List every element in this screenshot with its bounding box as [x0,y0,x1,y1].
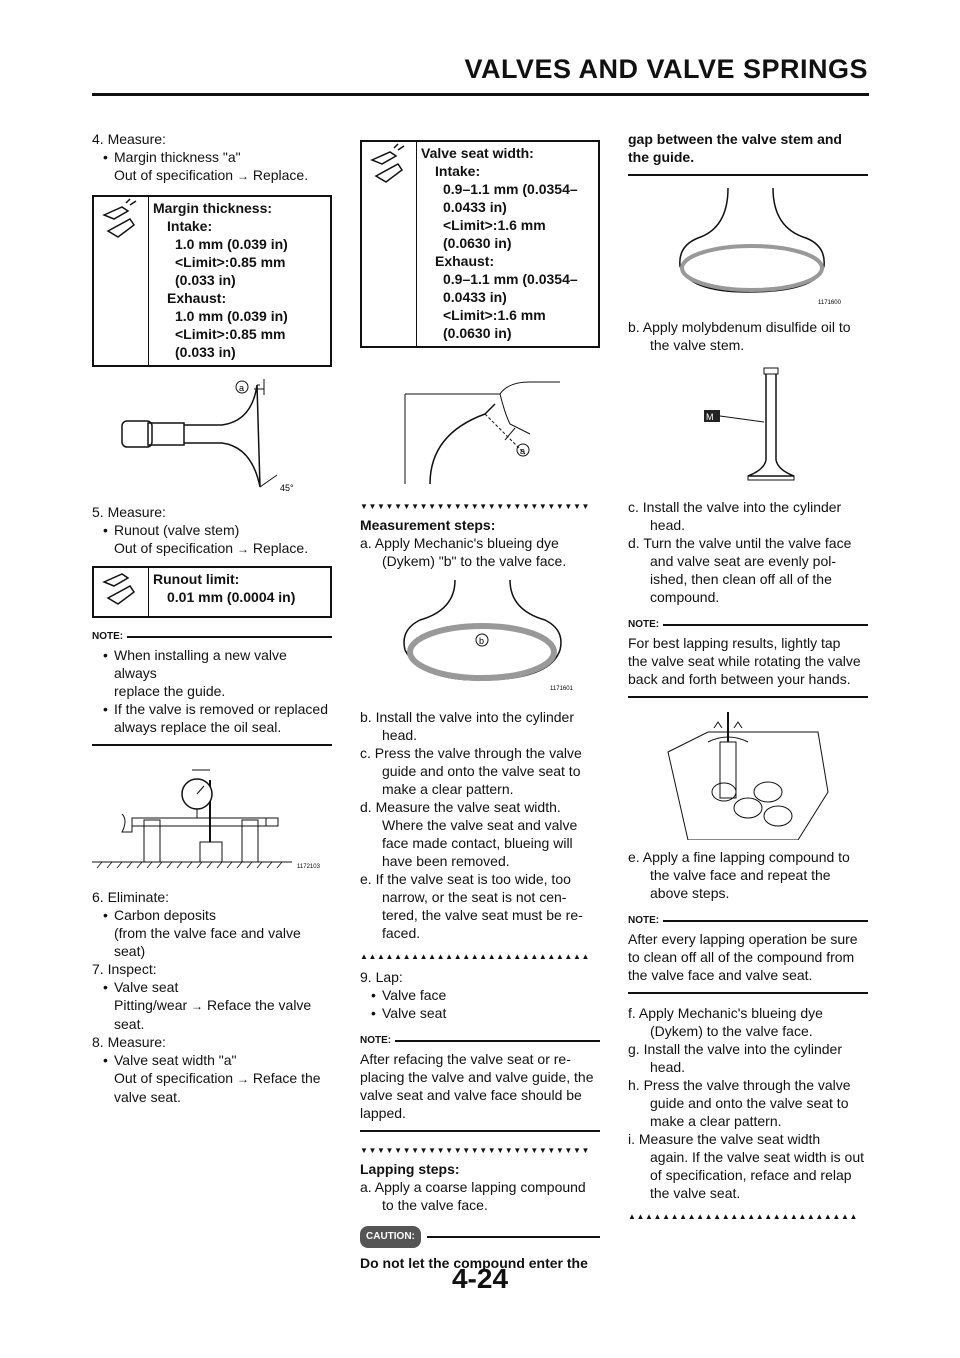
steps-start-marker: ▼▼▼▼▼▼▼▼▼▼▼▼▼▼▼▼▼▼▼▼▼▼▼▼▼▼▼ [360,1146,590,1155]
spec-text [417,142,584,346]
note-header [628,912,868,930]
note-rule [395,1040,600,1042]
note-text: replace the guide. [114,683,226,699]
spec-title: Valve seat width: [421,145,534,161]
step-text: d. Measure the valve seat width. [360,799,561,815]
spec-title: Margin thickness: [153,200,273,216]
fig-label-b: b [479,636,485,646]
step-text: guide and onto the valve seat to [650,1095,849,1111]
step-text: make a clear pattern. [650,1113,782,1129]
step-7-bullet: • Valve seat [92,978,332,996]
note-text: After refacing the valve seat or re- [360,1051,571,1067]
note-rule [663,624,868,626]
step-text: to the valve face. [382,1197,488,1213]
figure-code: 1171601 [550,686,573,692]
spec-exhaust-value: 1.0 mm (0.039 in) [175,308,288,324]
note-bullet-1 [92,646,332,700]
steps-end-marker: ▲▲▲▲▲▲▲▲▲▲▲▲▲▲▲▲▲▲▲▲▲▲▲▲▲▲▲ [360,952,590,961]
spec-text [149,197,294,365]
spec-exhaust-limit: <Limit>:0.85 mm [175,326,286,342]
replace-text: Replace. [252,167,309,183]
step-4-out [92,166,332,185]
lap-step-a [360,1178,600,1214]
valve-margin-figure [92,375,332,495]
spec-exhaust-label: Exhaust: [167,290,227,306]
lapping-tool-figure [628,712,868,840]
step-text: f. Apply Mechanic's blueing dye [628,1005,823,1021]
step-text: head. [650,517,686,533]
valve-seat-section-figure [360,374,600,492]
lap-step-i [628,1130,868,1202]
step-6: 6. Eliminate: [92,889,170,905]
lap-step-h [628,1076,868,1130]
step-5-bullet: • Runout (valve stem) [92,521,332,539]
spec-text [149,568,301,616]
step-8-text [92,1069,332,1088]
step-text: of specification, reface and relap [650,1167,852,1183]
note-label: NOTE: [628,915,660,926]
step-text: b. Install the valve into the cylinder [360,709,575,725]
spec-intake-limit: <Limit>:1.6 mm [443,217,546,233]
step-text: Where the valve seat and valve [382,817,578,833]
measurement-steps-title: Measurement steps: [360,517,496,533]
step-text: c. Install the valve into the cylinder [628,499,842,515]
column-1 [92,130,332,1106]
spec-intake-label: Intake: [167,218,213,234]
step-text: head. [650,1059,686,1075]
figure-code: 1171600 [818,300,841,306]
caution-text: the guide. [628,149,695,165]
spec-intake-value: 0.9–1.1 mm (0.0354– [443,181,578,197]
reface-text: Reface the valve [206,997,312,1013]
step-text: i. Measure the valve seat width [628,1131,821,1147]
note-text: When installing a new valve always [114,647,287,681]
step-text: head. [382,727,418,743]
step-text: e. If the valve seat is too wide, too [360,871,571,887]
lap-step-d [628,534,868,606]
valve-lapped-face-figure [628,188,868,308]
step-text: e. Apply a fine lapping compound to [628,849,850,865]
caution-text: gap between the valve stem and [628,131,842,147]
wrench-gauge-icon [362,142,417,346]
lap-step-e [628,848,868,902]
step-4-bullet: • Margin thickness "a" [92,148,332,166]
pitting-text: Pitting/wear [114,997,188,1013]
note-text: to clean off all of the compound from [628,949,855,965]
note-label: NOTE: [360,1035,392,1046]
step-6-bullet: • Carbon deposits [92,906,332,924]
out-of-spec-text: Out of specification [114,167,234,183]
spec-exhaust-limit-in: (0.033 in) [175,344,236,360]
note-end-rule [628,992,868,994]
step-text: tered, the valve seat must be re- [382,907,583,923]
note-text: After every lapping operation be sure [628,931,858,947]
step-text: (Dykem) "b" to the valve face. [382,553,567,569]
caution-end-rule [628,174,868,176]
note-header [628,616,868,634]
caution-label: CAUTION: [360,1226,421,1248]
step-text: the valve seat. [650,1185,741,1201]
step-9-bullet: • Valve face [360,986,600,1004]
meas-step-a [360,534,600,570]
runout-dial-gauge-figure [92,760,332,880]
step-5-out [92,539,332,558]
meas-step-d [360,798,600,870]
spec-exhaust-value: 0.0433 in) [443,289,507,305]
valve-face-dye-figure [360,580,600,700]
spec-intake-value: 0.0433 in) [443,199,507,215]
step-text: ished, then clean off all of the [650,571,832,587]
step-7: 7. Inspect: [92,961,157,977]
spec-box-margin [92,195,332,367]
page-number: 4-24 [451,1263,509,1294]
step-text: compound. [650,589,720,605]
step-7-text: seat. [114,1016,145,1032]
step-9-bullet: • Valve seat [360,1004,600,1022]
note-end-rule [360,1130,600,1132]
spec-title: Runout limit: [153,571,240,587]
step-text: above steps. [650,885,730,901]
step-4: 4. Measure: [92,131,166,147]
note-text: the valve face and valve seat. [628,967,813,983]
note-end-rule [92,744,332,746]
step-6-text: (from the valve face and valve [114,925,301,941]
lapping-steps-title: Lapping steps: [360,1161,460,1177]
spec-value: 0.01 mm (0.0004 in) [167,589,296,605]
meas-step-b [360,708,600,744]
lap-step-f [628,1004,868,1040]
header-rule [92,93,869,96]
spec-intake-limit-in: (0.0630 in) [443,235,512,251]
note-text: back and forth between your hands. [628,671,851,687]
step-text: the valve face and repeat the [650,867,831,883]
spec-intake-limit-in: (0.033 in) [175,272,236,288]
fig-angle-label: 45° [280,483,294,493]
replace-text: Replace. [252,540,309,556]
caution-text: Do not let the compound enter the [360,1255,588,1271]
note-text: lapped. [360,1105,406,1121]
step-text: h. Press the valve through the valve [628,1077,851,1093]
meas-step-c [360,744,600,798]
valve-stem-oil-figure [628,364,868,490]
page-title: VALVES AND VALVE SPRINGS [464,54,868,84]
column-3 [628,130,868,1222]
fig-label-a: a [239,383,245,393]
step-9: 9. Lap: [360,969,403,985]
lap-step-c [628,498,868,534]
note-end-rule [628,696,868,698]
step-text: make a clear pattern. [382,781,514,797]
step-text: a. Apply a coarse lapping compound [360,1179,586,1195]
spec-box-runout [92,566,332,618]
caution-header [360,1226,600,1248]
arrow-icon: → [236,1072,249,1086]
step-8: 8. Measure: [92,1034,166,1050]
step-text: and valve seat are evenly pol- [650,553,836,569]
note-text: If the valve is removed or replaced [114,701,328,717]
arrow-icon: → [236,169,249,183]
step-text: a. Apply Mechanic's blueing dye [360,535,559,551]
lap-step-b [628,318,868,354]
figure-code: 1172103 [297,864,320,870]
step-text: again. If the valve seat width is out [650,1149,865,1165]
step-text: c. Press the valve through the valve [360,745,582,761]
moly-oil-icon: M [706,412,714,422]
step-text: (Dykem) to the valve face. [650,1023,813,1039]
note-text: For best lapping results, lightly tap [628,635,841,651]
reface-text: Reface the [252,1070,321,1086]
note-text: always replace the oil seal. [114,719,282,735]
spec-intake-label: Intake: [435,163,481,179]
step-text: guide and onto the valve seat to [382,763,581,779]
step-text: g. Install the valve into the cylinder [628,1041,843,1057]
spec-exhaust-limit: <Limit>:1.6 mm [443,307,546,323]
step-6-text: seat) [114,943,146,959]
spec-exhaust-limit-in: (0.0630 in) [443,325,512,341]
step-text: the valve stem. [650,337,745,353]
arrow-icon: → [191,999,204,1013]
step-8-text: valve seat. [114,1089,181,1105]
spec-exhaust-value: 0.9–1.1 mm (0.0354– [443,271,578,287]
spec-exhaust-label: Exhaust: [435,253,495,269]
fig-label-a: a [520,446,526,456]
note-label: NOTE: [92,631,124,642]
step-text: faced. [382,925,421,941]
step-text: face made contact, blueing will [382,835,573,851]
step-7-text [92,996,332,1015]
step-text: d. Turn the valve until the valve face [628,535,852,551]
step-text: narrow, or the seat is not cen- [382,889,567,905]
note-text: placing the valve and valve guide, the [360,1069,594,1085]
spec-box-seat-width [360,140,600,348]
column-2 [360,140,600,1272]
wrench-gauge-icon [94,568,149,616]
note-rule [663,920,868,922]
steps-end-marker: ▲▲▲▲▲▲▲▲▲▲▲▲▲▲▲▲▲▲▲▲▲▲▲▲▲▲▲ [628,1212,858,1221]
meas-step-e [360,870,600,942]
note-text: valve seat and valve face should be [360,1087,582,1103]
note-label: NOTE: [628,619,660,630]
spec-intake-value: 1.0 mm (0.039 in) [175,236,288,252]
spec-intake-limit: <Limit>:0.85 mm [175,254,286,270]
out-of-spec-text: Out of specification [114,1070,234,1086]
step-text: have been removed. [382,853,510,869]
caution-rule [427,1236,600,1238]
lap-step-g [628,1040,868,1076]
arrow-icon: → [236,542,249,556]
note-header [92,628,332,646]
note-header [360,1032,600,1050]
note-rule [127,636,332,638]
wrench-gauge-icon [94,197,149,365]
note-text: the valve seat while rotating the valve [628,653,861,669]
step-5: 5. Measure: [92,504,166,520]
step-8-bullet: • Valve seat width "a" [92,1051,332,1069]
note-bullet-2 [92,700,332,736]
out-of-spec-text: Out of specification [114,540,234,556]
step-text: b. Apply molybdenum disulfide oil to [628,319,851,335]
steps-start-marker: ▼▼▼▼▼▼▼▼▼▼▼▼▼▼▼▼▼▼▼▼▼▼▼▼▼▼▼ [360,502,590,511]
